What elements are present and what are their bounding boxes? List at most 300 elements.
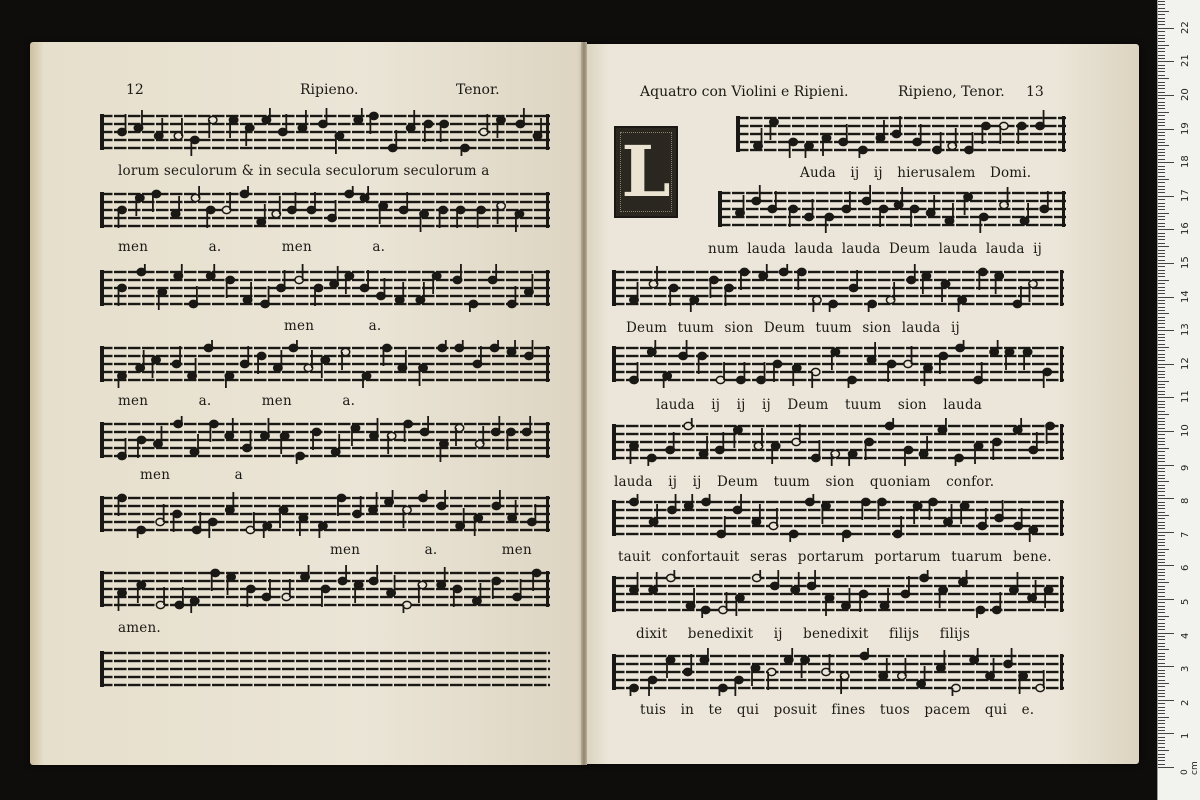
ruler-number: 6 [1180,565,1191,572]
ruler-unit: 0 cm [1180,761,1200,775]
ruler-number: 1 [1180,733,1191,740]
music-staff [612,494,1064,542]
note [295,264,303,284]
lyric-line: dixit benedixit ij benedixit filijs filijs [636,626,971,642]
music-staff [612,648,1064,696]
note [825,213,833,233]
ruler-tick [1158,24,1165,25]
note [370,418,378,440]
ruler-tick [1158,414,1169,415]
ruler-tick [1158,374,1165,375]
ruler-tick [1158,310,1165,311]
note [332,434,340,456]
note [1020,203,1028,225]
left-header-voice: Tenor. [456,82,500,98]
lyric-line: men a. men a. [118,239,386,255]
note [840,672,848,694]
ruler-number: 10 [1180,424,1191,437]
ruler-tick [1158,471,1165,472]
note [379,202,387,224]
ruler-tick [1158,381,1169,382]
ruler-tick [1158,125,1165,126]
ruler-tick [1158,41,1165,42]
ruler-tick [1158,1,1165,2]
note [455,424,463,446]
ruler-tick [1158,142,1165,143]
ruler-tick [1158,673,1165,674]
ruler-tick [1158,300,1165,301]
ruler-tick [1158,243,1165,244]
note [1029,280,1037,302]
note [403,601,411,613]
note [497,116,505,138]
music-staff [100,416,550,464]
ruler-tick [1158,633,1174,634]
note [699,436,707,458]
ruler-tick [1158,612,1165,613]
ruler-tick [1158,186,1165,187]
book-gutter [581,42,587,765]
note [1023,348,1031,370]
note [387,432,395,454]
note [974,442,982,464]
note [154,426,162,448]
note [515,210,523,232]
ruler-tick [1158,757,1165,758]
ruler-number: 20 [1180,88,1191,101]
note [240,186,248,198]
music-staff [612,570,1064,618]
ruler-tick [1158,431,1174,432]
ruler-tick [1158,14,1165,15]
note [437,490,445,510]
ruler-tick [1158,623,1165,624]
ruler-tick [1158,586,1165,587]
ruler-tick [1158,166,1165,167]
ruler-tick [1158,441,1165,442]
ruler-tick [1158,229,1174,230]
note [492,490,500,510]
ruler-tick [1158,465,1174,466]
ruler-tick [1158,518,1165,519]
ruler-tick [1158,145,1169,146]
note [155,118,163,140]
note [980,213,988,233]
ruler-tick [1158,596,1165,597]
ruler-tick [1158,481,1169,482]
note [209,116,217,138]
note [736,195,744,217]
ruler-tick [1158,102,1165,103]
note [771,570,779,590]
note [733,494,741,514]
note [924,364,932,386]
music-staff [612,418,1064,466]
note [418,581,426,603]
note [516,108,524,128]
note [488,264,496,284]
note [1004,648,1012,668]
ruler-number: 16 [1180,222,1191,236]
ruler-tick [1158,176,1165,177]
ruler-tick [1158,88,1165,89]
ruler-tick [1158,92,1165,93]
note [831,348,839,370]
ruler-tick [1158,707,1165,708]
note [420,416,428,436]
ruler-tick [1158,743,1165,744]
ruler-tick [1158,458,1165,459]
ruler-tick [1158,209,1165,210]
ruler-number: 7 [1180,531,1191,538]
ruler-tick [1158,619,1165,620]
note [751,664,759,686]
ruler-tick [1158,448,1169,449]
ruler-tick [1158,266,1165,267]
note [649,504,657,526]
note [338,565,346,585]
ruler-tick [1158,407,1165,408]
note [754,428,762,450]
note [666,656,674,678]
ruler-tick [1158,764,1165,765]
ruler-tick [1158,539,1165,540]
note [1010,572,1018,594]
note [880,588,888,610]
ruler-tick [1158,549,1169,550]
ruler-tick [1158,565,1174,566]
ruler-number: 3 [1180,665,1191,673]
music-staff [100,490,550,538]
lyric-line: men a [140,467,243,483]
note [137,526,145,538]
ruler-tick [1158,659,1165,660]
note [922,272,930,294]
ruler-tick [1158,629,1165,630]
note [702,494,710,506]
ruler-tick [1158,139,1165,140]
ruler-tick [1158,555,1165,556]
note [630,442,638,464]
note [296,452,304,464]
ruler-tick [1158,723,1165,724]
ruler-tick [1158,293,1165,294]
note [191,136,199,156]
note [868,300,876,312]
note [956,340,964,352]
note [319,108,327,128]
note [829,300,837,312]
lyric-line: tauit confortauit seras portarum portarum tuarum bene. [618,549,1052,565]
music-staff [100,108,550,156]
ruler-tick [1158,542,1165,543]
ruler-number: 18 [1180,155,1191,169]
note [274,350,282,372]
ruler-tick [1158,639,1165,640]
note [152,356,160,378]
ruler-tick [1158,666,1174,667]
ruler-number: 9 [1180,464,1191,471]
note [886,282,894,304]
ruler-tick [1158,122,1165,123]
ruler-tick [1158,495,1165,496]
ruler-tick [1158,182,1165,183]
ruler-tick [1158,455,1165,456]
note [118,589,126,611]
note [1044,586,1052,608]
note [667,570,675,582]
music-staff [100,186,550,234]
ruler-tick [1158,169,1165,170]
ruler-tick [1158,323,1165,324]
note [1036,110,1044,130]
ruler-tick [1158,663,1165,664]
note [862,185,870,205]
ruler-tick [1158,350,1165,351]
note [437,567,445,589]
ruler-tick [1158,545,1165,546]
ruler-tick [1158,451,1165,452]
note [351,424,359,446]
note [407,110,415,132]
ruler-tick [1158,95,1174,96]
note [904,446,912,466]
ruler-tick [1158,256,1165,257]
ruler-tick [1158,740,1165,741]
note [508,500,516,522]
note [469,300,477,312]
note [719,684,727,696]
note [780,264,788,276]
ruler-tick [1158,428,1165,429]
note [474,514,482,536]
ruler-tick [1158,226,1165,227]
ruler-tick [1158,334,1165,335]
ruler-tick [1158,737,1165,738]
ruler-tick [1158,528,1165,529]
note [257,204,265,226]
note [476,426,484,448]
note [420,210,428,232]
ruler-number: 13 [1180,323,1191,337]
ruler-tick [1158,253,1165,254]
note [354,581,362,603]
note [952,684,960,696]
ruler-tick [1158,48,1165,49]
ruler-tick [1158,4,1165,5]
note [1028,580,1036,602]
note [859,146,867,158]
note [272,196,280,218]
note [791,572,799,594]
ruler-tick [1158,643,1165,644]
ruler-tick [1158,135,1165,136]
ruler-tick [1158,475,1165,476]
ruler-tick [1158,532,1174,533]
lyric-line: lorum seculorum & in secula seculorum seculorum a [118,163,490,179]
ruler-tick [1158,149,1165,150]
ruler-tick [1158,599,1174,600]
ruler-tick [1158,203,1165,204]
note [848,376,856,388]
note [522,416,530,436]
note [941,280,949,302]
note [753,570,761,582]
ruler-tick [1158,552,1165,553]
note [492,416,500,436]
ruler-tick [1158,606,1165,607]
note [533,118,541,140]
ruler-tick [1158,589,1165,590]
note [204,340,212,352]
note [432,272,440,294]
ruler-tick [1158,360,1165,361]
ruler-tick [1158,686,1165,687]
note [229,116,237,138]
measurement-ruler [1157,0,1200,800]
note [171,196,179,218]
note [191,597,199,613]
note [158,288,166,310]
ruler-tick [1158,646,1165,647]
note [134,110,142,132]
note [440,440,448,462]
ruler-tick [1158,55,1165,56]
ruler-tick [1158,189,1165,190]
ruler-number: 11 [1180,390,1191,404]
note [945,203,953,225]
note [885,418,893,430]
ruler-tick [1158,354,1165,355]
ruler-tick [1158,626,1165,627]
ruler-tick [1158,216,1165,217]
ruler-tick [1158,394,1165,395]
note [668,494,676,514]
music-staff [100,565,550,613]
ruler-tick [1158,28,1174,29]
ruler-tick [1158,192,1165,193]
ruler-tick [1158,703,1165,704]
ruler-tick [1158,357,1165,358]
ruler-tick [1158,297,1174,298]
note [735,676,743,696]
note [822,134,830,156]
ruler-tick [1158,502,1165,503]
note [227,573,235,595]
note [867,342,875,364]
ruler-tick [1158,344,1165,345]
note [806,494,814,506]
ruler-tick [1158,717,1169,718]
ruler-tick [1158,508,1165,509]
note [369,565,377,585]
note [279,506,287,528]
note [736,594,744,616]
ruler-tick [1158,38,1165,39]
ruler-tick [1158,320,1165,321]
lyric-line: amen. [118,620,161,636]
note [770,118,778,140]
note [860,648,868,660]
music-staff [612,340,1064,388]
ruler-tick [1158,424,1165,425]
ruler-tick [1158,411,1165,412]
ruler-tick [1158,750,1169,751]
ruler-tick [1158,367,1165,368]
ruler-tick [1158,575,1165,576]
note [648,454,656,466]
ruler-tick [1158,636,1165,637]
ruler-tick [1158,8,1165,9]
ruler-tick [1158,65,1165,66]
note [490,340,498,352]
note [630,684,638,696]
ruler-tick [1158,478,1165,479]
note [243,282,251,304]
ruler-tick [1158,115,1165,116]
ruler-tick [1158,569,1165,570]
ruler-tick [1158,710,1165,711]
ruler-tick [1158,199,1165,200]
lyric-line: tuis in te qui posuit fines tuos pacem qui e. [640,702,1035,718]
note [497,202,505,224]
ruler-tick [1158,18,1165,19]
ruler-tick [1158,236,1165,237]
ruler-tick [1158,246,1169,247]
ruler-tick [1158,720,1165,721]
ruler-tick [1158,730,1165,731]
note [225,418,233,440]
left-page-number: 12 [126,82,144,98]
note [630,494,638,506]
note [734,426,742,448]
note [321,356,329,378]
ruler-tick [1158,162,1174,163]
note [793,364,801,386]
note [790,530,798,542]
note [419,364,427,386]
ruler-tick [1158,280,1169,281]
ruler-tick [1158,387,1165,388]
note [920,570,928,582]
lyric-line: men a. men a. [118,393,356,409]
ruler-tick [1158,263,1174,264]
ruler-tick [1158,488,1165,489]
note [976,606,984,618]
note [396,282,404,304]
note [473,583,481,605]
note [701,606,709,618]
ruler-tick [1158,535,1165,536]
note [298,110,306,132]
note [403,506,411,528]
initial-letter: L [621,130,671,213]
note [948,128,956,150]
lyric-line: lauda ij ij ij Deum tuum sion lauda [656,397,983,413]
note [686,588,694,610]
ruler-tick [1158,602,1165,603]
ruler-tick [1158,444,1165,445]
ruler-tick [1158,260,1165,261]
ruler-tick [1158,421,1165,422]
note [842,588,850,610]
ruler-tick [1158,290,1165,291]
ruler-tick [1158,515,1169,516]
note [1005,348,1013,370]
lyric-line: num lauda lauda lauda Deum lauda lauda ij [708,241,1042,257]
ruler-tick [1158,317,1165,318]
note [188,358,196,380]
